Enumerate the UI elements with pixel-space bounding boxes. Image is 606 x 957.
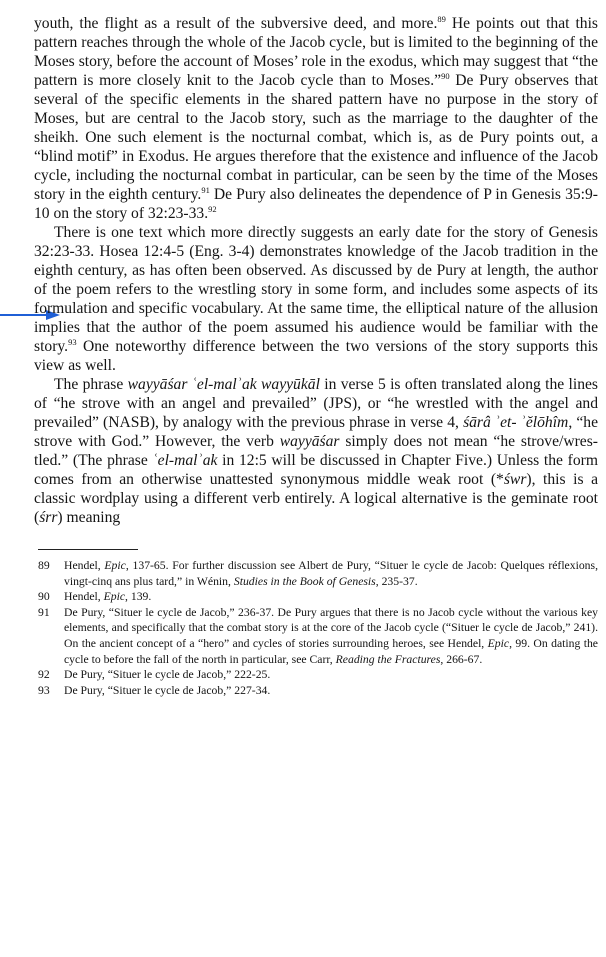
text-run: De Pury also delineates the dependence of P in Genesis 35:9-10 on the story of 32:23-33. [34,186,598,222]
footnote-number: 90 [38,590,50,604]
text-run: The phrase [54,376,128,393]
footnote-number: 92 [38,668,50,682]
text-run: He points out that this pattern reaches through the whole of the Jacob cycle, but is limited to the beginning of the Moses story, before the account of Moses’ role in the exodus, which may suggest that “the pattern is more closely knit to the Jacob cycle than to Moses.” [34,15,598,89]
text-run: De Pury observes that several of the specific elements in the shared pattern have no purpose in the story of Moses, but are central to the Jacob story, such as the marriage to the daughter of the sheikh. One such element is the nocturnal combat, which is, as de Pury points out, a “blind motif” in Exodus. He argues therefore that the existence and influence of the Jacob cycle, including the nocturnal combat in particular, can be seen by the time of the Moses story in the eighth century. [34,72,598,203]
text-run: There is one text which more directly suggests an early date for the story of Genesis 32:23-33. Hosea 12:4-5 (Eng. 3-4) demonstrates knowledge of the Jacob tradition in the eighth century, as has often been observed. As discussed by de Pury at length, the author of the poem refers to the wrestling story in some form, and includes some aspects of its formulation and specific vocabulary. At the same time, the elliptical nature of the allusion implies that the author of the poem assumed his audience would be familiar with the story. [34,224,598,355]
paragraph [34,375,598,527]
text-run: ), this is a classic wordplay using a different verb entirely. A logical alternative is the geminate root ( [34,471,598,526]
text-run: , 137-65. For further discussion see Albert de Pury, “Situer le cycle de Jacob: Quelques réflexions, vingt-cinq ans plus tard,” in Wénin, [64,559,598,588]
footnotes [34,558,598,698]
text-run: simply does not mean “he strove/wrestled.” (The phrase [34,433,598,469]
footnote [38,683,598,699]
footnote-text [64,558,598,589]
text-run: , 235-37. [375,574,418,588]
footnote [38,558,598,589]
footnote-ref: 90 [441,71,450,81]
italic-text: Epic [103,590,126,604]
italic-text: Studies in the Book of Genesis [233,574,376,588]
footnote-separator [38,549,138,550]
italic-text: ʿel-malʾak [152,452,218,469]
footnote [38,667,598,683]
footnote-text [64,683,598,699]
footnote-text [64,589,598,605]
footnote-text [64,667,598,683]
footnote-ref: 91 [201,185,210,195]
text-run: , “he strove with God.” However, the verb [34,414,598,450]
footnote-text [64,605,598,667]
paragraph [34,223,598,375]
footnote [38,605,598,667]
footnote-number: 91 [38,605,50,619]
paragraph [34,14,598,223]
text-run: Hendel, [64,559,105,572]
text-run: Hendel, [64,590,104,604]
footnote-ref: 93 [68,337,77,347]
text-run: De Pury, “Situer le cycle de Jacob,” 222-25. [64,668,271,682]
italic-text: śrr [39,509,58,526]
italic-text: Epic [487,636,510,650]
footnote [38,589,598,605]
text-run: youth, the flight as a result of the subversive deed, and more. [34,15,438,32]
footnote-ref: 92 [208,204,217,214]
text-run: ) meaning [57,509,121,526]
italic-text: Epic [104,559,126,572]
text-run: in 12:5 will be discussed in Chapter Five.) Unless the form comes from an otherwise unattested synonymous middle weak root (* [34,452,598,488]
italic-text: śārâ ʾet- ʾĕlōhîm [463,414,569,431]
text-run: in verse 5 is often translated along the lines of “he strove with an angel and prevailed” (JPS), or “he wrestled with the angel and prevailed” (NASB), by analogy with the previous phrase in verse 4, [34,376,598,431]
text-run: , 99. On dating the cycle to before the fall of the north in particular, see Carr, [64,636,598,666]
book-page [34,14,598,698]
italic-text: śwr [503,471,527,488]
text-run: De Pury, “Situer le cycle de Jacob,” 227-34. [64,683,271,697]
body-text [34,14,598,527]
italic-text: wayyāśar ʿel-malʾak wayyūkāl [127,376,320,393]
footnote-number: 93 [38,683,50,697]
footnote-ref: 89 [437,14,446,24]
text-run: One noteworthy difference between the two versions of the story supports this view as well. [34,338,598,374]
italic-text: wayyāśar [279,433,340,450]
text-run: , 139. [125,590,152,604]
text-run: De Pury, “Situer le cycle de Jacob,” 236-37. De Pury argues that there is no Jacob cycle without the various key elements, and specifically that the combat story is at the core of the Jacob cycle (“Situer le cycle de Jacob,” 241). On the ancient concept of a “hero” and cycles of stories surrounding heroes, see Hendel, [64,605,598,650]
footnote-number: 89 [38,559,50,572]
italic-text: Reading the Fractures [335,652,441,666]
text-run: , 266-67. [440,652,483,666]
